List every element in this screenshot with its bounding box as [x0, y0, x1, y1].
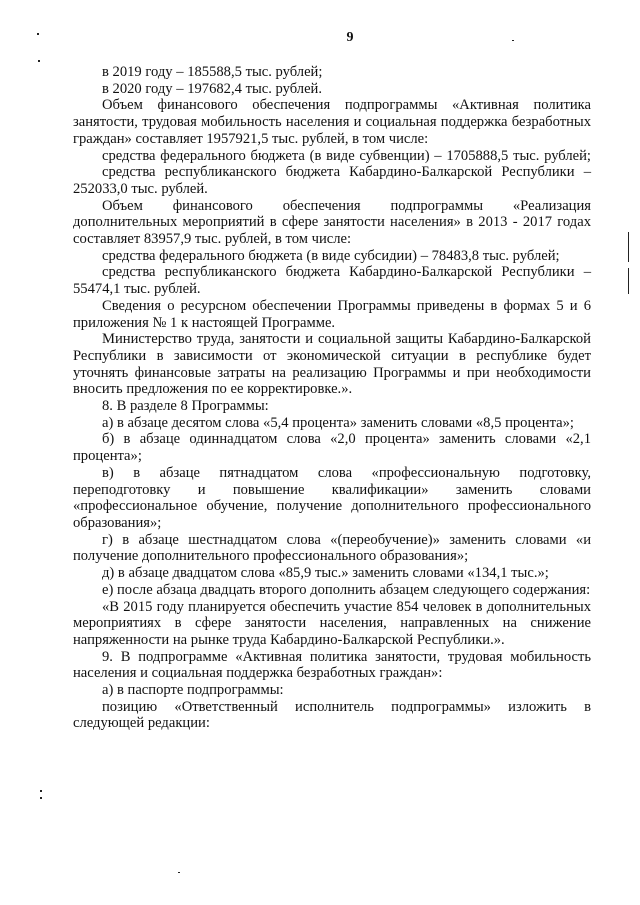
paragraph-item-e: е) после абзаца двадцать второго дополнить абзацем следующего содержания: [102, 581, 591, 598]
scan-margin-line [628, 268, 629, 294]
paragraph-item-d: д) в абзаце двадцатом слова «85,9 тыс.» заменить словами «134,1 тыс.»; [102, 565, 549, 582]
paragraph-section-9-heading: 9. В подпрограмме «Активная политика занятости, трудовая мобильность населения и социальная поддержка безработных граждан»: [73, 648, 591, 682]
paragraph-2020-amount: в 2020 году – 197682,4 тыс. рублей. [102, 80, 323, 97]
paragraph-item-g: г) в абзаце шестнадцатом слова «(переобучение)» заменить словами «и получение дополнительного профессионального образования»; [73, 531, 591, 565]
page-number: 9 [346, 30, 354, 45]
paragraph-item-b: б) в абзаце одиннадцатом слова «2,0 процента» заменить словами «2,1 процента»; [73, 431, 591, 465]
paragraph-item-a: а) в абзаце десятом слова «5,4 процента» заменить словами «8,5 процента»; [102, 414, 574, 431]
paragraph-federal-budget-subvention: средства федерального бюджета (в виде субвенции) – 1705888,5 тыс. рублей; [102, 147, 591, 164]
paragraph-ministry: Министерство труда, занятости и социальной защиты Кабардино-Балкарской Республики в зависимости от экономической ситуации в республике будет уточнять финансовые затраты на реализацию Программы и при необходимости вносить предложения по ее корректировке.». [73, 331, 591, 398]
scan-speck [40, 797, 42, 799]
scan-speck [40, 790, 42, 792]
scan-margin-line [628, 232, 629, 262]
paragraph-republic-budget-1: средства республиканского бюджета Кабардино-Балкарской Республики – 252033,0 тыс. рублей. [73, 164, 591, 197]
document-body [73, 64, 591, 732]
paragraph-section-8-heading: 8. В разделе 8 Программы: [102, 398, 269, 415]
scan-speck [178, 872, 180, 873]
paragraph-federal-budget-subsidy: средства федерального бюджета (в виде субсидии) – 78483,8 тыс. рублей; [102, 247, 560, 264]
paragraph-quote-2015: «В 2015 году планируется обеспечить участие 854 человек в дополнительных мероприятиях в сфере занятости населения, направленных на снижение напряженности на рынке труда Кабардино-Балкарской Республики.». [73, 598, 591, 648]
paragraph-item-v: в) в абзаце пятнадцатом слова «профессиональную подготовку, переподготовку и повышение квалификации» заменить словами «профессиональное обучение, получение дополнительного профессионального образования»; [73, 464, 591, 531]
paragraph-republic-budget-2: средства республиканского бюджета Кабардино-Балкарской Республики – 55474,1 тыс. рублей. [73, 264, 591, 298]
paragraph-subprogram-additional-measures-funding: Объем финансового обеспечения подпрограммы «Реализация дополнительных мероприятий в сфере занятости населения» в 2013 - 2017 годах составляет 83957,9 тыс. рублей, в том числе: [73, 197, 591, 248]
paragraph-position-executor: позицию «Ответственный исполнитель подпрограммы» изложить в следующей редакции: [73, 698, 591, 732]
scan-speck [512, 40, 514, 41]
scan-speck [37, 33, 39, 35]
paragraph-resource-info: Сведения о ресурсном обеспечении Программы приведены в формах 5 и 6 приложения № 1 к настоящей Программе. [73, 297, 591, 331]
scan-speck [38, 60, 40, 62]
paragraph-subprogram-active-policy-funding: Объем финансового обеспечения подпрограммы «Активная политика занятости, трудовая мобильность населения и социальная поддержка безработных граждан» составляет 1957921,5 тыс. рублей, в том числе: [73, 97, 591, 147]
paragraph-passport: а) в паспорте подпрограммы: [102, 682, 284, 699]
paragraph-2019-amount: в 2019 году – 185588,5 тыс. рублей; [102, 64, 323, 80]
